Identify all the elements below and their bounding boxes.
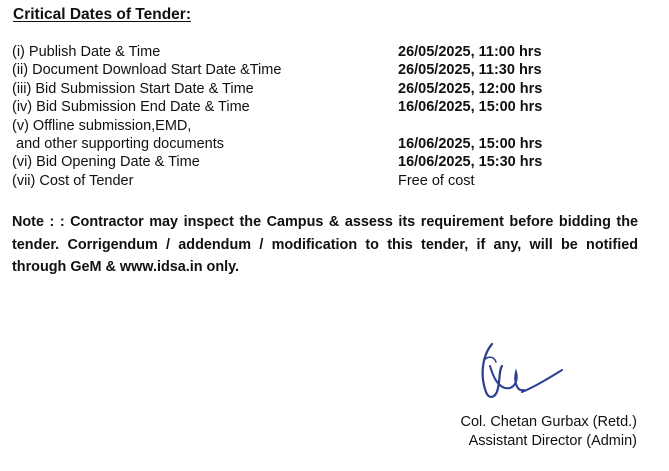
date-row	[12, 43, 652, 61]
date-row	[12, 80, 652, 98]
date-row	[12, 135, 652, 153]
date-value: Free of cost	[398, 172, 475, 189]
date-value: 16/06/2025, 15:30 hrs	[398, 154, 543, 171]
date-label: (i) Publish Date & Time	[12, 44, 161, 60]
date-label: (vi) Bid Opening Date & Time	[12, 154, 200, 171]
date-label: (ii) Document Download Start Date &Time	[12, 62, 282, 79]
date-value: 16/06/2025, 15:00 hrs	[398, 99, 543, 116]
date-label: and other supporting documents	[12, 136, 224, 153]
signer-name: Col. Chetan Gurbax (Retd.)	[460, 414, 637, 430]
date-row	[12, 98, 652, 116]
date-label: (vii) Cost of Tender	[12, 172, 134, 189]
date-value: 16/06/2025, 15:00 hrs	[398, 136, 543, 153]
signer-designation: Assistant Director (Admin)	[468, 433, 637, 449]
date-row	[12, 61, 652, 79]
section-heading: Critical Dates of Tender:	[13, 6, 192, 23]
date-label: (iii) Bid Submission Start Date & Time	[12, 80, 254, 97]
date-value: 26/05/2025, 11:00 hrs	[398, 44, 542, 60]
note-paragraph: Note : : Contractor may inspect the Campus & assess its requirement before bidding the tender. Corrigendum / addendum / modification to this tender, if any, will be notified through GeM & www.idsa.in only.	[12, 214, 638, 276]
date-value: 26/05/2025, 12:00 hrs	[398, 80, 543, 97]
date-row	[12, 153, 652, 171]
critical-dates-list	[12, 43, 652, 190]
date-row	[12, 172, 652, 190]
handwritten-signature	[472, 336, 572, 421]
date-row	[12, 117, 652, 135]
date-value: 26/05/2025, 11:30 hrs	[398, 62, 542, 79]
date-label: (v) Offline submission,EMD,	[12, 117, 192, 134]
signer-block	[461, 413, 638, 451]
date-label: (iv) Bid Submission End Date & Time	[12, 99, 250, 116]
